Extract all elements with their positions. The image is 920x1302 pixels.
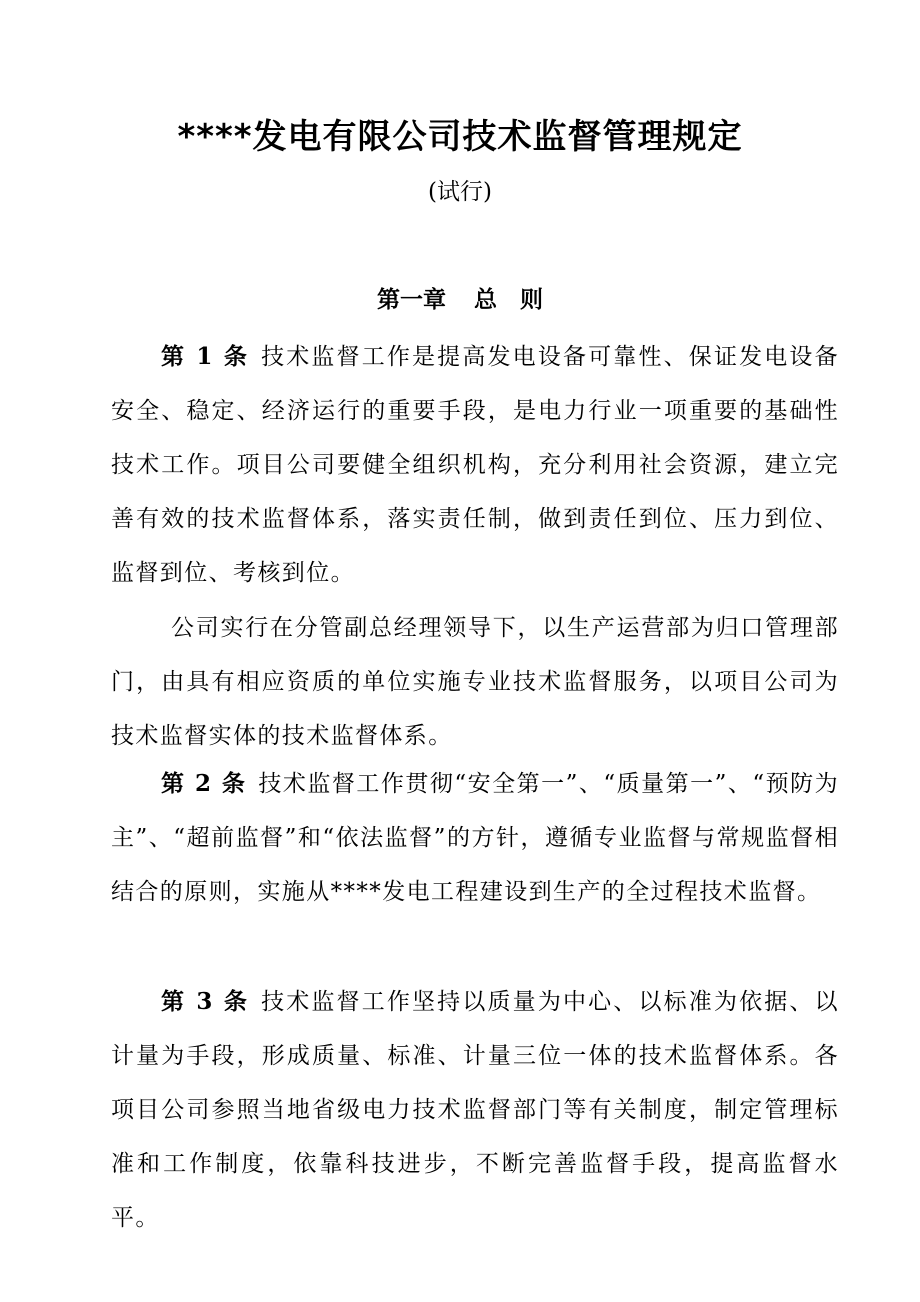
- chapter-name: 总 则: [474, 286, 543, 313]
- article-text: 技术监督工作是提高发电设备可靠性、保证发电设备安全、稳定、经济运行的重要手段，是电力行业一项重要的基础性技术工作。项目公司要健全组织机构，充分利用社会资源，建立完善有效的技术监督体系，落实责任制，做到责任到位、压力到位、监督到位、考核到位。: [111, 344, 839, 586]
- article-text: 技术监督工作坚持以质量为中心、以标准为依据、以计量为手段，形成质量、标准、计量三位一体的技术监督体系。各项目公司参照当地省级电力技术监督部门等有关制度，制定管理标准和工作制度，依靠科技进步，不断完善监督手段，提高监督水平。: [111, 989, 839, 1231]
- document-title: ****发电有限公司技术监督管理规定: [177, 117, 743, 157]
- article-1-paragraph: [111, 330, 839, 600]
- article-number: 第 3 条: [161, 988, 250, 1015]
- chapter-heading: [0, 280, 920, 320]
- article-2-paragraph: [111, 757, 839, 919]
- article-number: 第 1 条: [161, 343, 250, 370]
- article-number: 第 2 条: [161, 770, 247, 797]
- article-1-continuation-paragraph: [111, 601, 839, 763]
- paragraph-text: 公司实行在分管副总经理领导下，以生产运营部为归口管理部门，由具有相应资质的单位实施专业技术监督服务，以项目公司为技术监督实体的技术监督体系。: [111, 615, 839, 749]
- article-3-paragraph: [111, 975, 839, 1245]
- article-text: 技术监督工作贯彻“安全第一”、“质量第一”、“预防为主”、“超前监督”和“依法监督”的方针，遵循专业监督与常规监督相结合的原则，实施从****发电工程建设到生产的全过程技术监督。: [111, 771, 839, 905]
- document-subtitle: (试行): [428, 179, 492, 205]
- chapter-number: 第一章: [377, 286, 446, 313]
